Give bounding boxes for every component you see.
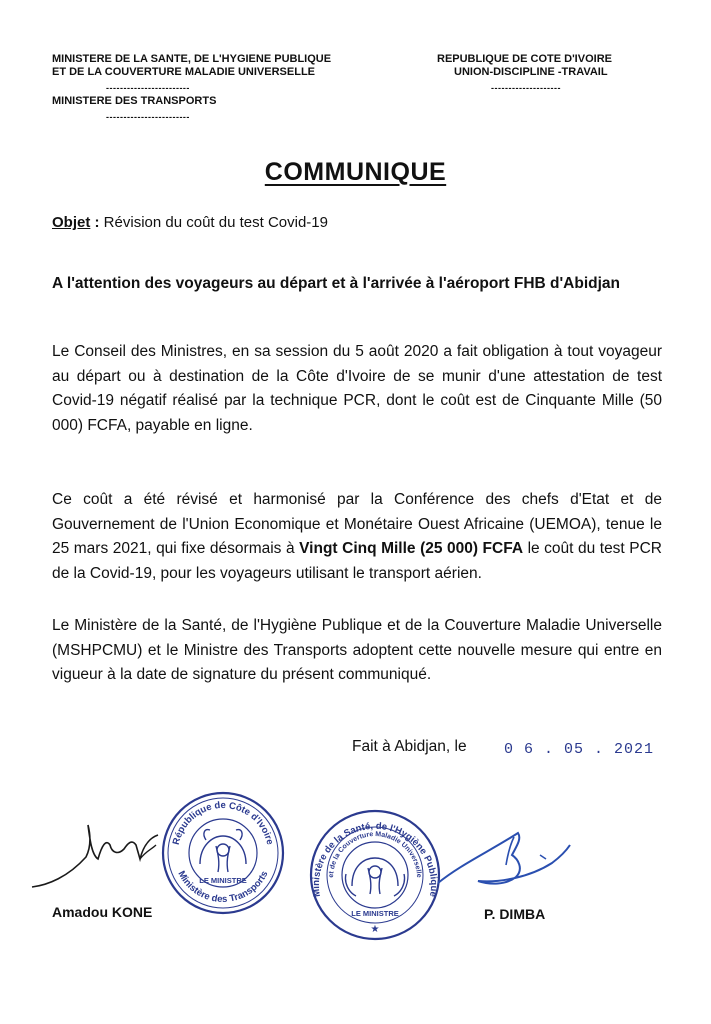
audience-heading: A l'attention des voyageurs au départ et à l'arrivée à l'aéroport FHB d'Abidjan xyxy=(52,275,620,292)
stamp-left-center-text: LE MINISTRE xyxy=(199,876,247,885)
stamp-transports xyxy=(160,790,286,916)
stamp-right-center-text: LE MINISTRE xyxy=(351,909,399,918)
paragraph-1: Le Conseil des Ministres, en sa session du 5 août 2020 a fait obligation à tout voyageur au départ ou à destination de la Côte d'Ivoire de se munir d'une attestation de test Covid-19 négatif réalisé par la technique PCR, dont le coût est de Cinquante Mille (50 000) FCFA, payable en ligne. xyxy=(52,343,662,434)
date-stamp: 0 6 . 05 . 2021 xyxy=(504,741,655,758)
stamp-right-outer-text: Ministère de la Santé, de l'Hygiène Publique xyxy=(310,820,440,898)
signature-right xyxy=(420,825,580,905)
elephant-emblem-icon xyxy=(200,830,246,872)
header-separator: ------------------------ xyxy=(106,83,190,93)
svg-text:République de Côte d'Ivoire xyxy=(171,800,275,846)
paragraph-3: Le Ministère de la Santé, de l'Hygiène Publique et de la Couverture Maladie Universelle (MSHPCMU) et le Ministre des Transports adoptent cette nouvelle mesure qui entre en vigueur à la date de signature du présent communiqué. xyxy=(52,617,662,683)
subject-line: Objet : Révision du coût du test Covid-19 xyxy=(52,214,328,231)
stamp-right-inner-text: et de la Couverture Maladie Universelle xyxy=(327,831,423,878)
paragraph-2: Ce coût a été révisé et harmonisé par la Conférence des chefs d'Etat et de Gouvernement de l'Union Economique et Monétaire Ouest Africaine (UEMOA), tenue le 25 mars 2021, qui fixe désormais à Vingt Cinq Mille (25 000) FCFA le coût du test PCR de la Covid-19, pour les voyageurs utilisant le transport aérien. xyxy=(52,491,662,582)
new-price: Vingt Cinq Mille (25 000) FCFA xyxy=(299,540,524,557)
ministry-health-line1: MINISTERE DE LA SANTE, DE L'HYGIENE PUBLIQUE xyxy=(52,53,332,65)
star-icon: ★ xyxy=(370,924,380,935)
subject-label: Objet xyxy=(52,214,91,231)
closing-place: Fait à Abidjan, le xyxy=(352,738,467,755)
elephant-emblem-icon xyxy=(345,858,404,896)
header-separator: ------------------------ xyxy=(106,112,190,122)
header-separator: -------------------- xyxy=(491,83,561,93)
subject-text: Révision du coût du test Covid-19 xyxy=(99,214,328,231)
stamp-left-top-text: République de Côte d'Ivoire xyxy=(170,799,276,846)
country-name: REPUBLIQUE DE COTE D'IVOIRE xyxy=(437,53,612,65)
page-title: COMMUNIQUE xyxy=(264,158,447,186)
ministry-transports: MINISTERE DES TRANSPORTS xyxy=(52,95,217,107)
signatory-right-name: P. DIMBA xyxy=(484,906,546,922)
stamp-left-bottom-text: Ministère des Transports xyxy=(175,869,271,906)
signature-left xyxy=(28,815,168,895)
signatory-left-name: Amadou KONE xyxy=(52,904,153,920)
ministry-health-line2: ET DE LA COUVERTURE MALADIE UNIVERSELLE xyxy=(52,66,315,78)
national-motto: UNION-DISCIPLINE -TRAVAIL xyxy=(454,66,608,78)
